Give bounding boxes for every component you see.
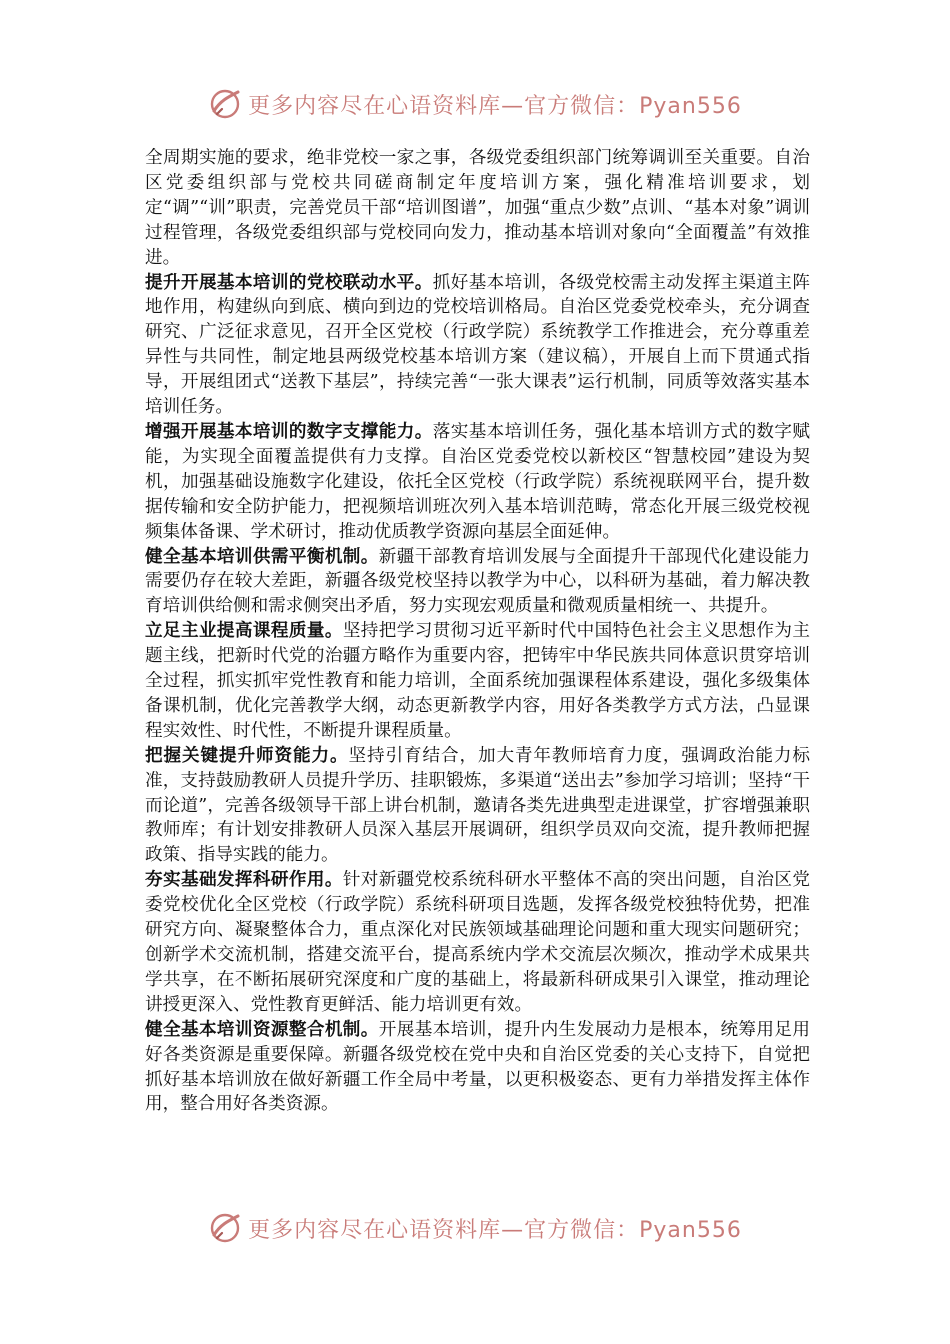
paragraph-text: 坚持把学习贯彻习近平新时代中国特色社会主义思想作为主题主线，把新时代党的治疆方略作为重要内容，把铸牢中华民族共同体意识贯穿培训全过程，抓实抓牢党性教育和能力培训，全面系统加强课程体系建设，强化多级集体备课机制，优化完善教学大纲，动态更新教学内容，用好各类教学方式方法，凸显课程实效性、时代性，不断提升课程质量。 — [145, 621, 810, 741]
paragraph-1 — [145, 146, 810, 271]
paragraph-4 — [145, 545, 810, 620]
pen-swirl-logo-icon — [208, 1211, 242, 1245]
paragraph-heading: 健全基本培训供需平衡机制。 — [145, 545, 379, 567]
footer-watermark-banner — [0, 1206, 950, 1250]
paragraph-heading: 健全基本培训资源整合机制。 — [145, 1018, 379, 1040]
paragraph-7 — [145, 868, 810, 1017]
paragraph-8 — [145, 1018, 810, 1118]
paragraph-5 — [145, 619, 810, 744]
paragraph-text: 开展基本培训，提升内生发展动力是根本，统筹用足用好各类资源是重要保障。新疆各级党校在党中央和自治区党委的关心支持下，自觉把抓好基本培训放在做好新疆工作全局中考量，以更积极姿态、更有力举措发挥主体作用，整合用好各类资源。 — [145, 1019, 810, 1115]
paragraph-text: 落实基本培训任务，强化基本培训方式的数字赋能，为实现全面覆盖提供有力支撑。自治区党委党校以新校区“智慧校园”建设为契机，加强基础设施数字化建设，依托全区党校（行政学院）系统视联网平台，提升数据传输和安全防护能力，把视频培训班次列入基本培训范畴，常态化开展三级党校视频集体备课、学术研讨，推动优质教学资源向基层全面延伸。 — [145, 421, 810, 542]
paragraph-text: 新疆干部教育培训发展与全面提升干部现代化建设能力需要仍存在较大差距，新疆各级党校坚持以教学为中心，以科研为基础，着力解决教育培训供给侧和需求侧突出矛盾，努力实现宏观质量和微观质量相统一、共提升。 — [145, 546, 810, 617]
paragraph-heading: 夯实基础发挥科研作用。 — [145, 869, 343, 891]
paragraph-text: 抓好基本培训，各级党校需主动发挥主渠道主阵地作用，构建纵向到底、横向到边的党校培训格局。自治区党委党校牵头，充分调查研究、广泛征求意见，召开全区党校（行政学院）系统教学工作推进会，充分尊重差异性与共同性，制定地县两级党校基本培训方案（建议稿），开展自上而下贯通式指导，开展组团式“送教下基层”，持续完善“一张大课表”运行机制，同质等效落实基本培训任务。 — [145, 272, 810, 418]
paragraph-6 — [145, 744, 810, 869]
pen-swirl-logo-icon — [208, 87, 242, 121]
paragraph-text: 针对新疆党校系统科研水平整体不高的突出问题，自治区党委党校优化全区党校（行政学院）系统科研项目选题，发挥各级党校独特优势，把准研究方向、凝聚整体合力，重点深化对民族领域基础理论问题和重大现实问题研究；创新学术交流机制，搭建交流平台，提高系统内学术交流层次频次，推动学术成果共学共享，在不断拓展研究深度和广度的基础上，将最新科研成果引入课堂，推动理论讲授更深入、党性教育更鲜活、能力培训更有效。 — [145, 870, 810, 1015]
paragraph-2 — [145, 271, 810, 420]
header-watermark-banner — [0, 82, 950, 126]
paragraph-3 — [145, 420, 810, 545]
header-watermark-text: 更多内容尽在心语资料库—官方微信：Pyan556 — [248, 93, 742, 119]
paragraph-heading: 提升开展基本培训的党校联动水平。 — [145, 271, 433, 293]
document-body — [145, 146, 810, 1117]
paragraph-heading: 立足主业提高课程质量。 — [145, 620, 343, 642]
footer-watermark-text: 更多内容尽在心语资料库—官方微信：Pyan556 — [248, 1217, 742, 1243]
paragraph-text: 全周期实施的要求，绝非党校一家之事，各级党委组织部门统筹调训至关重要。自治区党委组织部与党校共同磋商制定年度培训方案，强化精准培训要求，划定“调”“训”职责，完善党员干部“培训图谱”，加强“重点少数”点训、“基本对象”调训过程管理，各级党委组织部与党校同向发力，推动基本培训对象向“全面覆盖”有效推进。 — [145, 148, 810, 268]
paragraph-text: 坚持引育结合，加大青年教师培育力度，强调政治能力标准，支持鼓励教研人员提升学历、挂职锻炼，多渠道“送出去”参加学习培训；坚持“干而论道”，完善各级领导干部上讲台机制，邀请各类先进典型走进课堂，扩容增强兼职教师库；有计划安排教研人员深入基层开展调研，组织学员双向交流，提升教师把握政策、指导实践的能力。 — [145, 745, 810, 866]
paragraph-heading: 增强开展基本培训的数字支撑能力。 — [145, 420, 433, 442]
paragraph-heading: 把握关键提升师资能力。 — [145, 744, 349, 766]
